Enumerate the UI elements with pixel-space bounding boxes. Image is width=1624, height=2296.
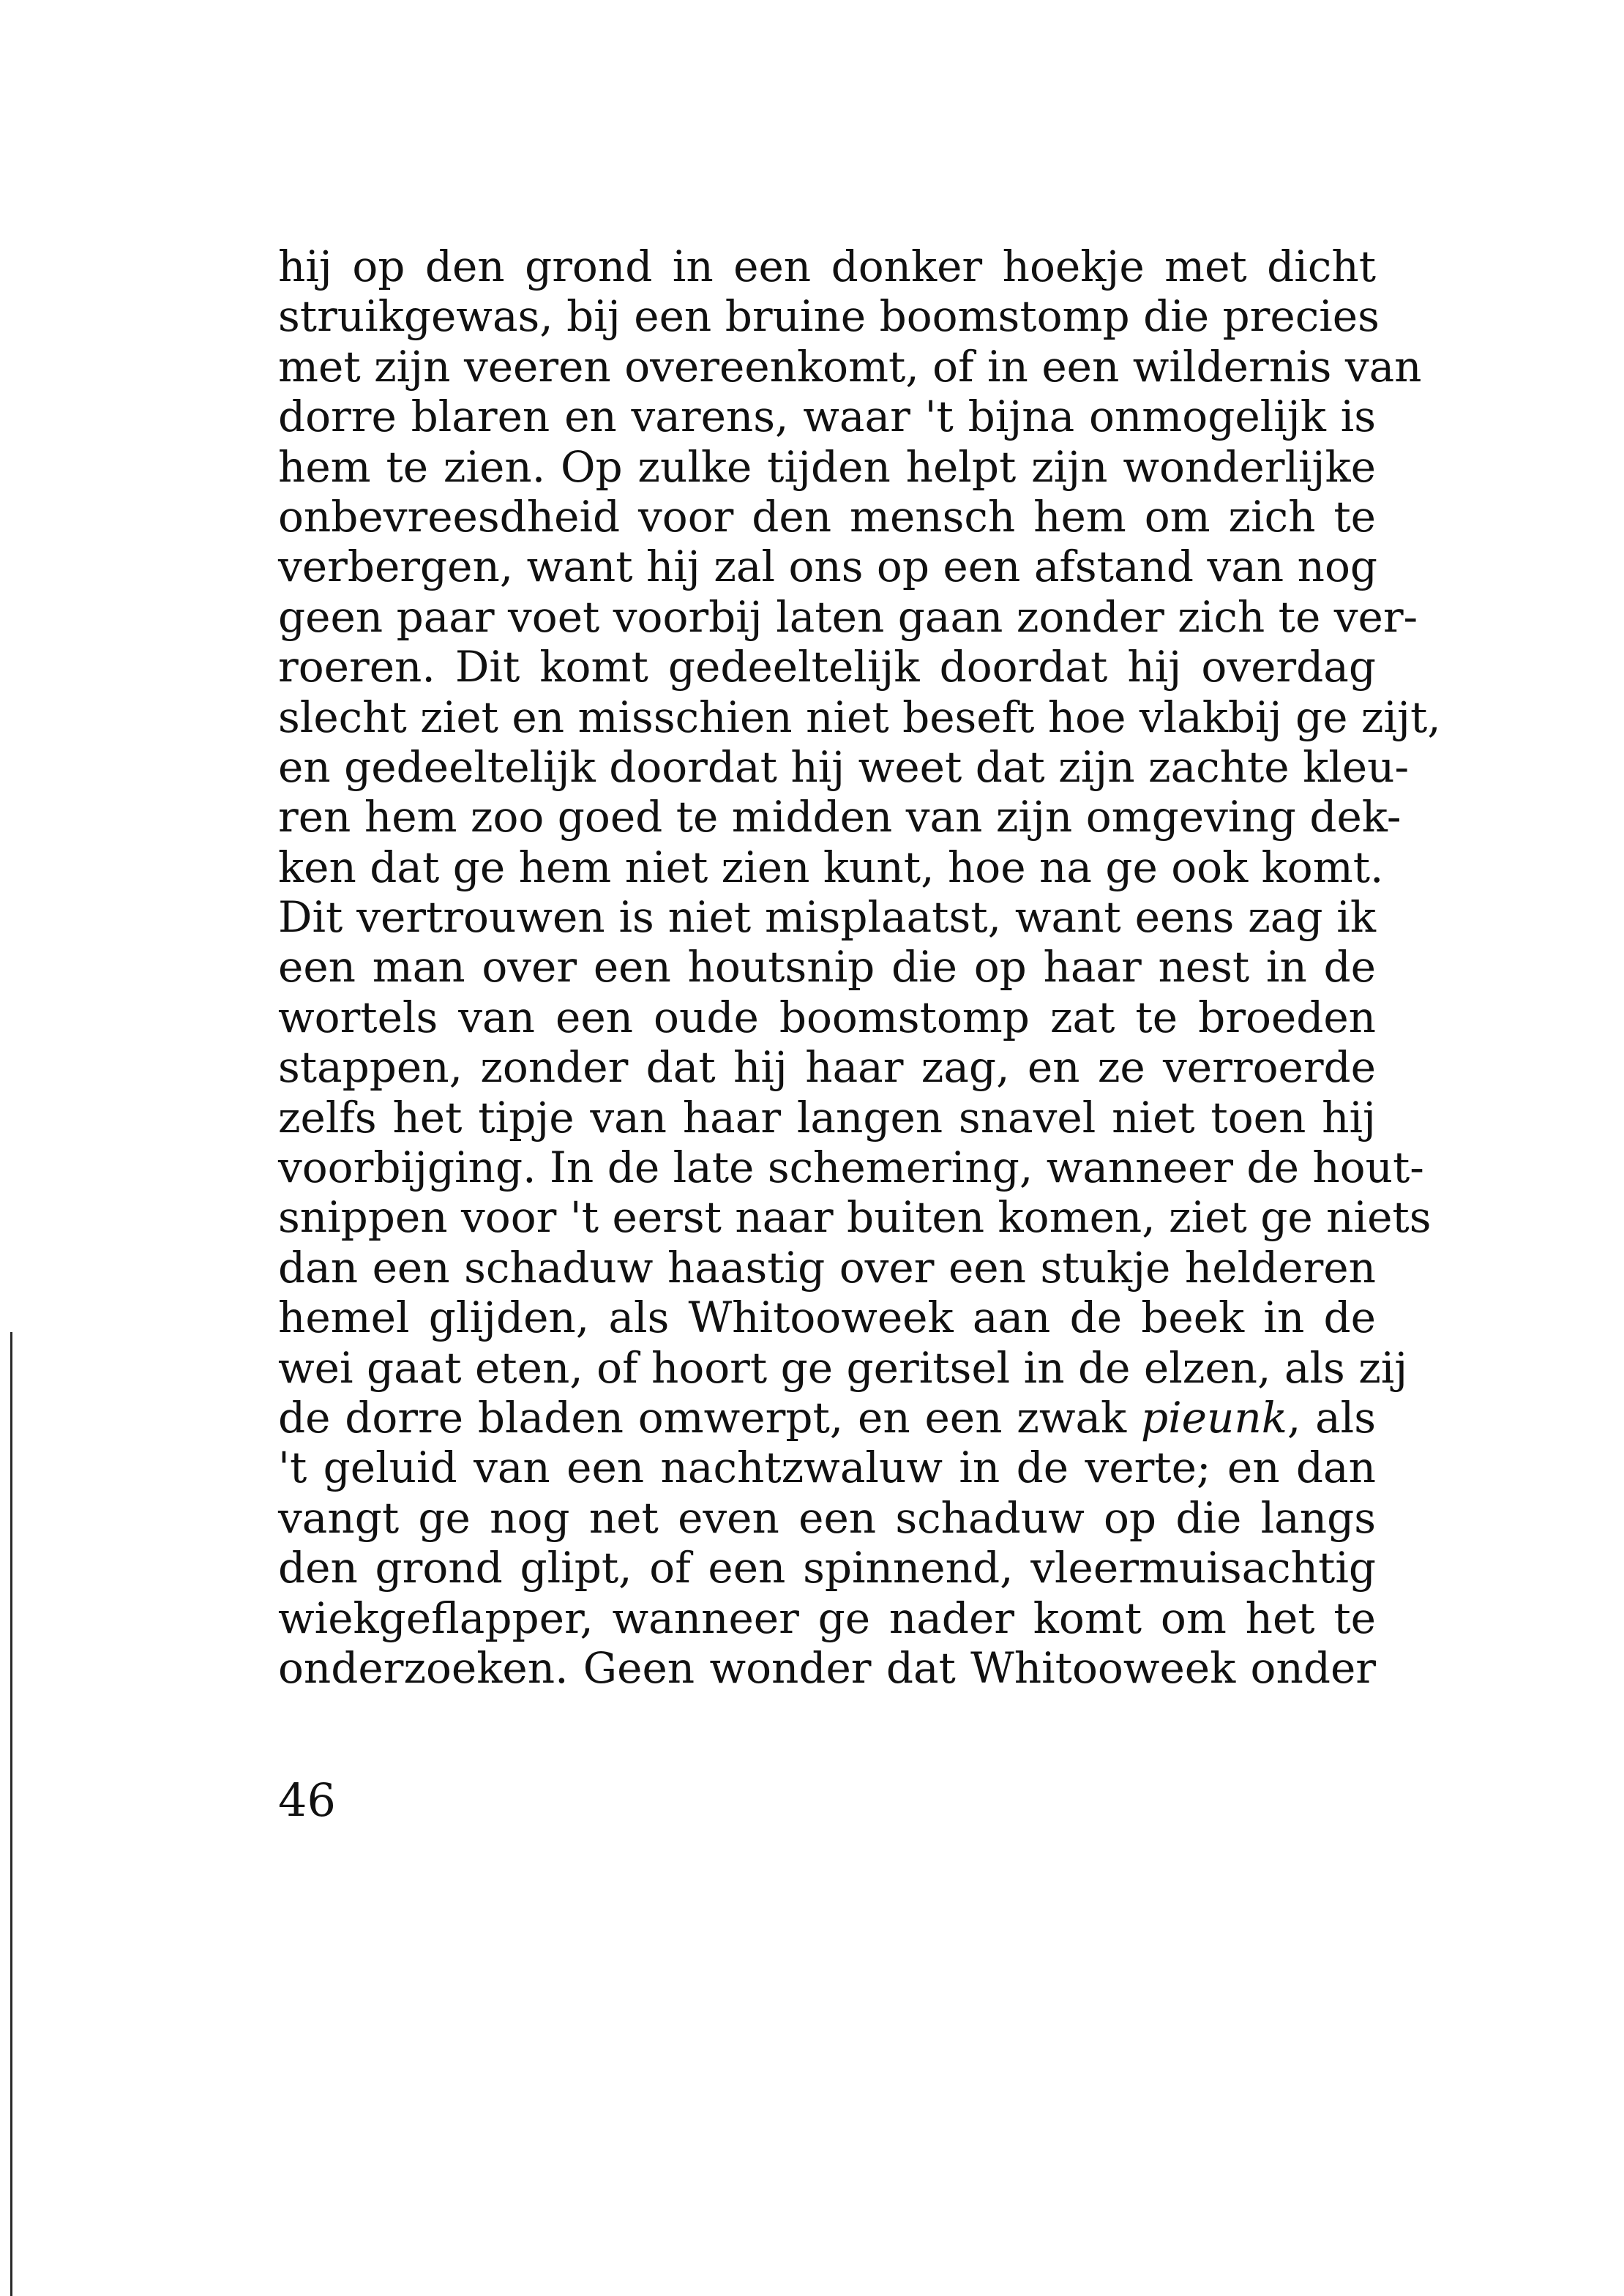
text-line: dan een schaduw haastig over een stukje helderen xyxy=(278,1242,1376,1293)
text-line: hemel glijden, als Whitooweek aan de beek in de xyxy=(278,1293,1376,1343)
italic-word: pieunk xyxy=(1141,1392,1287,1443)
text-line: wei gaat eten, of hoort ge geritsel in de elzen, als zij xyxy=(278,1342,1408,1393)
text-line: ken dat ge hem niet zien kunt, hoe na ge ook komt. xyxy=(278,842,1384,892)
text-line: slecht ziet en misschien niet beseft hoe vlakbij ge zijt, xyxy=(278,692,1441,742)
binding-edge xyxy=(10,1332,12,2296)
text-line: Dit vertrouwen is niet misplaatst, want eens zag ik xyxy=(278,892,1376,943)
text-line: zelfs het tipje van haar langen snavel niet toen hij xyxy=(278,1092,1376,1143)
text-line: en gedeeltelijk doordat hij weet dat zijn zachte kleu- xyxy=(278,741,1410,792)
text-line: roeren. Dit komt gedeeltelijk doordat hij overdag xyxy=(278,642,1376,692)
text-line: ren hem zoo goed te midden van zijn omgeving dek- xyxy=(278,792,1402,842)
text-line: struikgewas, bij een bruine boomstomp die precies xyxy=(278,291,1380,342)
text-line-with-italic xyxy=(278,1393,1376,1443)
text-line: onderzoeken. Geen wonder dat Whitooweek onder xyxy=(278,1642,1376,1693)
body-text xyxy=(278,242,1441,1693)
text-line: vangt ge nog net even een schaduw op die langs xyxy=(278,1492,1376,1543)
text-line: 't geluid van een nachtzwaluw in de verte; en dan xyxy=(278,1443,1376,1493)
text-line: voorbijging. In de late schemering, wanneer de hout- xyxy=(278,1143,1424,1193)
text-line: geen paar voet voorbij laten gaan zonder zich te ver- xyxy=(278,591,1418,642)
text-line: dorre blaren en varens, waar 't bijna onmogelijk is xyxy=(278,392,1376,442)
text-line: een man over een houtsnip die op haar nest in de xyxy=(278,942,1376,992)
text-line: hem te zien. Op zulke tijden helpt zijn wonderlijke xyxy=(278,441,1376,492)
line-segment: , als xyxy=(1287,1392,1376,1443)
text-line: snippen voor 't eerst naar buiten komen, ziet ge niets xyxy=(278,1192,1432,1243)
text-line: stappen, zonder dat hij haar zag, en ze verroerde xyxy=(278,1042,1376,1093)
text-line: wiekgeflapper, wanneer ge nader komt om het te xyxy=(278,1593,1376,1643)
page-number: 46 xyxy=(278,1773,336,1827)
text-line: onbevreesdheid voor den mensch hem om zich te xyxy=(278,491,1376,542)
text-line: hij op den grond in een donker hoekje met dicht xyxy=(278,242,1376,291)
text-line: verbergen, want hij zal ons op een afstand van nog xyxy=(278,542,1377,592)
text-line: met zijn veeren overeenkomt, of in een wildernis van xyxy=(278,341,1422,392)
line-segment: de dorre bladen omwerpt, en een zwak xyxy=(278,1392,1141,1443)
text-line: wortels van een oude boomstomp zat te broeden xyxy=(278,992,1376,1042)
text-line: den grond glipt, of een spinnend, vleermuisachtig xyxy=(278,1543,1376,1593)
